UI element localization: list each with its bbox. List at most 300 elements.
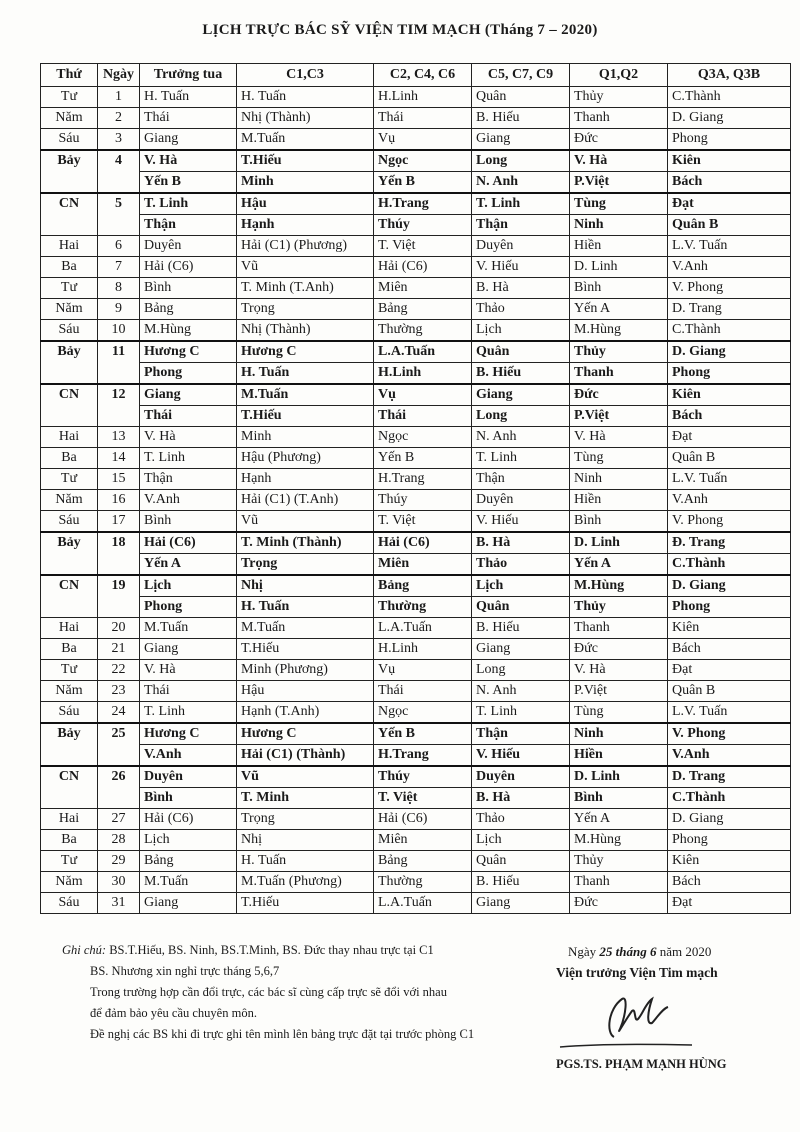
team-lead-cell: Thái (140, 681, 237, 702)
q1-q2-cell: D. Linh (570, 766, 668, 788)
team-lead-cell: Bình (140, 278, 237, 299)
signature-date (568, 942, 786, 962)
q3a-q3b-cell: D. Trang (668, 766, 791, 788)
c5-c7-c9-cell: B. Hiếu (472, 363, 570, 385)
table-row (41, 406, 791, 427)
c5-c7-c9-cell: Thận (472, 469, 570, 490)
team-lead-cell: V. Hà (140, 150, 237, 172)
c2-c4-c6-cell: Vụ (374, 129, 472, 151)
team-lead-cell: Giang (140, 893, 237, 914)
c1-c3-cell: M.Tuấn (237, 129, 374, 151)
c2-c4-c6-cell: L.A.Tuấn (374, 341, 472, 363)
q1-q2-cell: Thủy (570, 87, 668, 108)
weekday-cell: Ba (41, 639, 98, 660)
c2-c4-c6-cell: H.Trang (374, 745, 472, 767)
c1-c3-cell: Hải (C1) (T.Anh) (237, 490, 374, 511)
weekday-cell: Sáu (41, 893, 98, 914)
q1-q2-cell: Thủy (570, 341, 668, 363)
c2-c4-c6-cell: Yến B (374, 172, 472, 194)
c1-c3-cell: Hạnh (237, 215, 374, 236)
weekday-cell: Tư (41, 87, 98, 108)
c5-c7-c9-cell: T. Linh (472, 702, 570, 724)
c2-c4-c6-cell: H.Trang (374, 193, 472, 215)
q1-q2-cell: Bình (570, 788, 668, 809)
team-lead-cell: T. Linh (140, 193, 237, 215)
q3a-q3b-cell: V.Anh (668, 257, 791, 278)
table-row (41, 532, 791, 554)
team-lead-cell: Bình (140, 788, 237, 809)
c5-c7-c9-cell: T. Linh (472, 193, 570, 215)
q3a-q3b-cell: Quân B (668, 215, 791, 236)
c1-c3-cell: Hương C (237, 341, 374, 363)
table-row (41, 469, 791, 490)
team-lead-cell: M.Tuấn (140, 618, 237, 639)
signature-block (546, 942, 786, 1072)
q1-q2-cell: Tùng (570, 193, 668, 215)
c5-c7-c9-cell: N. Anh (472, 427, 570, 448)
c2-c4-c6-cell: T. Việt (374, 788, 472, 809)
c5-c7-c9-cell: B. Hiếu (472, 618, 570, 639)
weekday-cell: Ba (41, 830, 98, 851)
c2-c4-c6-cell: Thái (374, 406, 472, 427)
date-cell: 1 (98, 87, 140, 108)
team-lead-cell: T. Linh (140, 702, 237, 724)
c5-c7-c9-cell: Long (472, 150, 570, 172)
q3a-q3b-cell: Bách (668, 172, 791, 194)
weekday-cell: Năm (41, 299, 98, 320)
team-lead-cell: V.Anh (140, 490, 237, 511)
c1-c3-cell: H. Tuấn (237, 87, 374, 108)
date-day-month: 25 tháng 6 (599, 944, 657, 959)
team-lead-cell: Hải (C6) (140, 257, 237, 278)
team-lead-cell: Giang (140, 129, 237, 151)
header-team-lead: Trưởng tua (140, 64, 237, 87)
team-lead-cell: Yến B (140, 172, 237, 194)
c2-c4-c6-cell: Bảng (374, 575, 472, 597)
q3a-q3b-cell: V. Phong (668, 278, 791, 299)
date-cell: 4 (98, 150, 140, 193)
q1-q2-cell: Yến A (570, 554, 668, 576)
c1-c3-cell: T.Hiếu (237, 893, 374, 914)
date-cell: 5 (98, 193, 140, 236)
weekday-cell: Năm (41, 681, 98, 702)
table-row (41, 150, 791, 172)
team-lead-cell: Hương C (140, 723, 237, 745)
c1-c3-cell: H. Tuấn (237, 597, 374, 618)
page-title: LỊCH TRỰC BÁC SỸ VIỆN TIM MẠCH (Tháng 7 – 2020) (202, 22, 598, 38)
c1-c3-cell: Minh (Phương) (237, 660, 374, 681)
team-lead-cell: Phong (140, 363, 237, 385)
team-lead-cell: Duyên (140, 766, 237, 788)
table-row (41, 257, 791, 278)
c2-c4-c6-cell: H.Linh (374, 87, 472, 108)
c1-c3-cell: T.Hiếu (237, 406, 374, 427)
c1-c3-cell: M.Tuấn (237, 384, 374, 406)
table-row (41, 129, 791, 151)
c1-c3-cell: Hậu (237, 681, 374, 702)
weekday-cell: Năm (41, 872, 98, 893)
q1-q2-cell: V. Hà (570, 150, 668, 172)
c2-c4-c6-cell: Ngọc (374, 150, 472, 172)
weekday-cell: CN (41, 575, 98, 618)
c1-c3-cell: Hậu (237, 193, 374, 215)
c5-c7-c9-cell: N. Anh (472, 172, 570, 194)
date-cell: 23 (98, 681, 140, 702)
weekday-cell: Tư (41, 278, 98, 299)
weekday-cell: Năm (41, 490, 98, 511)
c5-c7-c9-cell: Thảo (472, 809, 570, 830)
c2-c4-c6-cell: Ngọc (374, 427, 472, 448)
q3a-q3b-cell: D. Giang (668, 575, 791, 597)
q1-q2-cell: Ninh (570, 723, 668, 745)
team-lead-cell: T. Linh (140, 448, 237, 469)
weekday-cell: Hai (41, 618, 98, 639)
team-lead-cell: Lịch (140, 575, 237, 597)
c5-c7-c9-cell: T. Linh (472, 448, 570, 469)
c5-c7-c9-cell: B. Hiếu (472, 872, 570, 893)
team-lead-cell: V. Hà (140, 660, 237, 681)
team-lead-cell: Hương C (140, 341, 237, 363)
q1-q2-cell: Ninh (570, 469, 668, 490)
team-lead-cell: Duyên (140, 236, 237, 257)
c1-c3-cell: T. Minh (Thành) (237, 532, 374, 554)
q3a-q3b-cell: Bách (668, 639, 791, 660)
date-cell: 15 (98, 469, 140, 490)
q3a-q3b-cell: L.V. Tuấn (668, 236, 791, 257)
c5-c7-c9-cell: B. Hà (472, 788, 570, 809)
c2-c4-c6-cell: L.A.Tuấn (374, 893, 472, 914)
table-row (41, 766, 791, 788)
team-lead-cell: Thận (140, 215, 237, 236)
team-lead-cell: V.Anh (140, 745, 237, 767)
c1-c3-cell: Trọng (237, 809, 374, 830)
c2-c4-c6-cell: Thái (374, 108, 472, 129)
date-cell: 14 (98, 448, 140, 469)
c2-c4-c6-cell: Thường (374, 872, 472, 893)
q3a-q3b-cell: D. Trang (668, 299, 791, 320)
q3a-q3b-cell: V. Phong (668, 511, 791, 533)
weekday-cell: Bảy (41, 341, 98, 384)
c1-c3-cell: Vũ (237, 766, 374, 788)
c2-c4-c6-cell: Thúy (374, 490, 472, 511)
table-row (41, 872, 791, 893)
date-cell: 6 (98, 236, 140, 257)
table-row (41, 893, 791, 914)
table-row (41, 193, 791, 215)
q1-q2-cell: P.Việt (570, 681, 668, 702)
weekday-cell: Bảy (41, 150, 98, 193)
date-cell: 9 (98, 299, 140, 320)
c5-c7-c9-cell: Long (472, 660, 570, 681)
c2-c4-c6-cell: H.Trang (374, 469, 472, 490)
header-c2-c4-c6: C2, C4, C6 (374, 64, 472, 87)
date-cell: 27 (98, 809, 140, 830)
team-lead-cell: Phong (140, 597, 237, 618)
table-body (41, 87, 791, 914)
q1-q2-cell: Đức (570, 639, 668, 660)
c2-c4-c6-cell: T. Việt (374, 511, 472, 533)
weekday-cell: CN (41, 193, 98, 236)
weekday-cell: Sáu (41, 320, 98, 342)
c1-c3-cell: Hạnh (237, 469, 374, 490)
date-cell: 11 (98, 341, 140, 384)
q1-q2-cell: Hiền (570, 236, 668, 257)
signer-name: PGS.TS. PHẠM MẠNH HÙNG (556, 1057, 727, 1071)
c5-c7-c9-cell: Duyên (472, 236, 570, 257)
date-cell: 20 (98, 618, 140, 639)
date-cell: 17 (98, 511, 140, 533)
table-header-row (41, 64, 791, 87)
c5-c7-c9-cell: Thảo (472, 554, 570, 576)
team-lead-cell: Lịch (140, 830, 237, 851)
c1-c3-cell: Nhị (Thành) (237, 108, 374, 129)
q1-q2-cell: V. Hà (570, 660, 668, 681)
q1-q2-cell: Đức (570, 893, 668, 914)
q1-q2-cell: Thanh (570, 108, 668, 129)
c5-c7-c9-cell: B. Hà (472, 278, 570, 299)
team-lead-cell: Bình (140, 511, 237, 533)
q1-q2-cell: Hiền (570, 745, 668, 767)
header-date: Ngày (98, 64, 140, 87)
date-cell: 28 (98, 830, 140, 851)
c5-c7-c9-cell: V. Hiếu (472, 257, 570, 278)
q3a-q3b-cell: Phong (668, 830, 791, 851)
c5-c7-c9-cell: Giang (472, 639, 570, 660)
c2-c4-c6-cell: Thúy (374, 215, 472, 236)
q1-q2-cell: Thanh (570, 618, 668, 639)
weekday-cell: Hai (41, 427, 98, 448)
c1-c3-cell: Minh (237, 427, 374, 448)
q3a-q3b-cell: Đạt (668, 193, 791, 215)
c2-c4-c6-cell: H.Linh (374, 363, 472, 385)
date-cell: 25 (98, 723, 140, 766)
c2-c4-c6-cell: Hải (C6) (374, 532, 472, 554)
q3a-q3b-cell: Phong (668, 597, 791, 618)
date-cell: 29 (98, 851, 140, 872)
q3a-q3b-cell: D. Giang (668, 809, 791, 830)
c2-c4-c6-cell: H.Linh (374, 639, 472, 660)
table-row (41, 597, 791, 618)
c2-c4-c6-cell: Hải (C6) (374, 809, 472, 830)
team-lead-cell: M.Hùng (140, 320, 237, 342)
q3a-q3b-cell: V. Phong (668, 723, 791, 745)
q3a-q3b-cell: Kiên (668, 618, 791, 639)
header-weekday: Thứ (41, 64, 98, 87)
weekday-cell: Tư (41, 851, 98, 872)
q3a-q3b-cell: V.Anh (668, 745, 791, 767)
q3a-q3b-cell: Đ. Trang (668, 532, 791, 554)
c5-c7-c9-cell: Duyên (472, 766, 570, 788)
notes-text-1: BS.T.Hiếu, BS. Ninh, BS.T.Minh, BS. Đức thay nhau trực tại C1 (109, 943, 434, 957)
header-q3a-q3b: Q3A, Q3B (668, 64, 791, 87)
weekday-cell: Năm (41, 108, 98, 129)
notes-label: Ghi chú: (62, 943, 107, 957)
c5-c7-c9-cell: Duyên (472, 490, 570, 511)
table-row (41, 809, 791, 830)
table-row (41, 702, 791, 724)
q3a-q3b-cell: Đạt (668, 893, 791, 914)
weekday-cell: Hai (41, 809, 98, 830)
table-row (41, 384, 791, 406)
c1-c3-cell: Hậu (Phương) (237, 448, 374, 469)
weekday-cell: Hai (41, 236, 98, 257)
c1-c3-cell: Trọng (237, 299, 374, 320)
c2-c4-c6-cell: Yến B (374, 723, 472, 745)
date-cell: 18 (98, 532, 140, 575)
c1-c3-cell: Hải (C1) (Thành) (237, 745, 374, 767)
c5-c7-c9-cell: Quân (472, 851, 570, 872)
q1-q2-cell: D. Linh (570, 257, 668, 278)
team-lead-cell: Bảng (140, 299, 237, 320)
q3a-q3b-cell: Quân B (668, 448, 791, 469)
weekday-cell: Bảy (41, 723, 98, 766)
table-row (41, 215, 791, 236)
date-cell: 24 (98, 702, 140, 724)
team-lead-cell: M.Tuấn (140, 872, 237, 893)
table-row (41, 363, 791, 385)
table-row (41, 660, 791, 681)
q1-q2-cell: P.Việt (570, 406, 668, 427)
table-row (41, 108, 791, 129)
c1-c3-cell: T. Minh (T.Anh) (237, 278, 374, 299)
table-row (41, 830, 791, 851)
table-row (41, 320, 791, 342)
weekday-cell: Ba (41, 257, 98, 278)
c5-c7-c9-cell: Lịch (472, 320, 570, 342)
c5-c7-c9-cell: Quân (472, 87, 570, 108)
table-row (41, 788, 791, 809)
q1-q2-cell: M.Hùng (570, 320, 668, 342)
table-row (41, 554, 791, 576)
weekday-cell: Ba (41, 448, 98, 469)
c1-c3-cell: M.Tuấn (Phương) (237, 872, 374, 893)
c2-c4-c6-cell: Thường (374, 320, 472, 342)
table-row (41, 87, 791, 108)
c1-c3-cell: T.Hiếu (237, 639, 374, 660)
date-cell: 19 (98, 575, 140, 618)
team-lead-cell: Giang (140, 384, 237, 406)
date-cell: 31 (98, 893, 140, 914)
q1-q2-cell: Ninh (570, 215, 668, 236)
team-lead-cell: Bảng (140, 851, 237, 872)
c5-c7-c9-cell: N. Anh (472, 681, 570, 702)
c5-c7-c9-cell: Lịch (472, 575, 570, 597)
q1-q2-cell: Thanh (570, 363, 668, 385)
c2-c4-c6-cell: Miên (374, 278, 472, 299)
team-lead-cell: Thái (140, 108, 237, 129)
c5-c7-c9-cell: Giang (472, 129, 570, 151)
table-row (41, 278, 791, 299)
date-cell: 10 (98, 320, 140, 342)
q1-q2-cell: M.Hùng (570, 575, 668, 597)
c1-c3-cell: H. Tuấn (237, 363, 374, 385)
c1-c3-cell: Minh (237, 172, 374, 194)
date-cell: 26 (98, 766, 140, 809)
header-q1-q2: Q1,Q2 (570, 64, 668, 87)
q3a-q3b-cell: V.Anh (668, 490, 791, 511)
q1-q2-cell: P.Việt (570, 172, 668, 194)
c1-c3-cell: Hải (C1) (Phương) (237, 236, 374, 257)
table-row (41, 341, 791, 363)
table-row (41, 851, 791, 872)
q1-q2-cell: D. Linh (570, 532, 668, 554)
c2-c4-c6-cell: Thái (374, 681, 472, 702)
q3a-q3b-cell: Bách (668, 872, 791, 893)
table-row (41, 236, 791, 257)
c2-c4-c6-cell: L.A.Tuấn (374, 618, 472, 639)
c5-c7-c9-cell: B. Hiếu (472, 108, 570, 129)
table-row (41, 448, 791, 469)
q3a-q3b-cell: C.Thành (668, 788, 791, 809)
notes-line-3: Trong trường hợp cần đổi trực, các bác sĩ cùng cấp trực sẽ đổi với nhau (90, 985, 447, 999)
q3a-q3b-cell: C.Thành (668, 87, 791, 108)
c2-c4-c6-cell: Miên (374, 554, 472, 576)
table-row (41, 639, 791, 660)
q1-q2-cell: Tùng (570, 448, 668, 469)
c2-c4-c6-cell: Bảng (374, 851, 472, 872)
weekday-cell: CN (41, 384, 98, 427)
q1-q2-cell: Yến A (570, 299, 668, 320)
notes-line-5: Đề nghị các BS khi đi trực ghi tên mình lên bảng trực đặt tại trước phòng C1 (90, 1027, 475, 1041)
c1-c3-cell: T. Minh (237, 788, 374, 809)
c2-c4-c6-cell: Bảng (374, 299, 472, 320)
table-row (41, 618, 791, 639)
c1-c3-cell: Vũ (237, 257, 374, 278)
q3a-q3b-cell: Kiên (668, 851, 791, 872)
date-cell: 21 (98, 639, 140, 660)
date-cell: 7 (98, 257, 140, 278)
c5-c7-c9-cell: V. Hiếu (472, 745, 570, 767)
q3a-q3b-cell: D. Giang (668, 341, 791, 363)
q1-q2-cell: Tùng (570, 702, 668, 724)
q3a-q3b-cell: Đạt (668, 427, 791, 448)
c2-c4-c6-cell: Vụ (374, 384, 472, 406)
c1-c3-cell: T.Hiếu (237, 150, 374, 172)
c1-c3-cell: Vũ (237, 511, 374, 533)
q3a-q3b-cell: Phong (668, 363, 791, 385)
c5-c7-c9-cell: B. Hà (472, 532, 570, 554)
q3a-q3b-cell: Bách (668, 406, 791, 427)
weekday-cell: Bảy (41, 532, 98, 575)
signer-role: Viện trưởng Viện Tim mạch (556, 965, 718, 980)
weekday-cell: Sáu (41, 511, 98, 533)
weekday-cell: Tư (41, 469, 98, 490)
q1-q2-cell: Hiền (570, 490, 668, 511)
date-year: năm 2020 (659, 944, 712, 959)
c1-c3-cell: M.Tuấn (237, 618, 374, 639)
q1-q2-cell: Thanh (570, 872, 668, 893)
c2-c4-c6-cell: Vụ (374, 660, 472, 681)
q1-q2-cell: Bình (570, 278, 668, 299)
date-cell: 30 (98, 872, 140, 893)
table-row (41, 299, 791, 320)
c5-c7-c9-cell: Long (472, 406, 570, 427)
table-row (41, 723, 791, 745)
c2-c4-c6-cell: Thường (374, 597, 472, 618)
table-row (41, 681, 791, 702)
q3a-q3b-cell: C.Thành (668, 320, 791, 342)
c1-c3-cell: Nhị (Thành) (237, 320, 374, 342)
q3a-q3b-cell: Kiên (668, 150, 791, 172)
date-cell: 3 (98, 129, 140, 151)
c2-c4-c6-cell: Ngọc (374, 702, 472, 724)
q1-q2-cell: Đức (570, 384, 668, 406)
c5-c7-c9-cell: Quân (472, 341, 570, 363)
q1-q2-cell: Thủy (570, 597, 668, 618)
q1-q2-cell: Thủy (570, 851, 668, 872)
c5-c7-c9-cell: Thận (472, 215, 570, 236)
notes-line-1 (62, 940, 542, 961)
